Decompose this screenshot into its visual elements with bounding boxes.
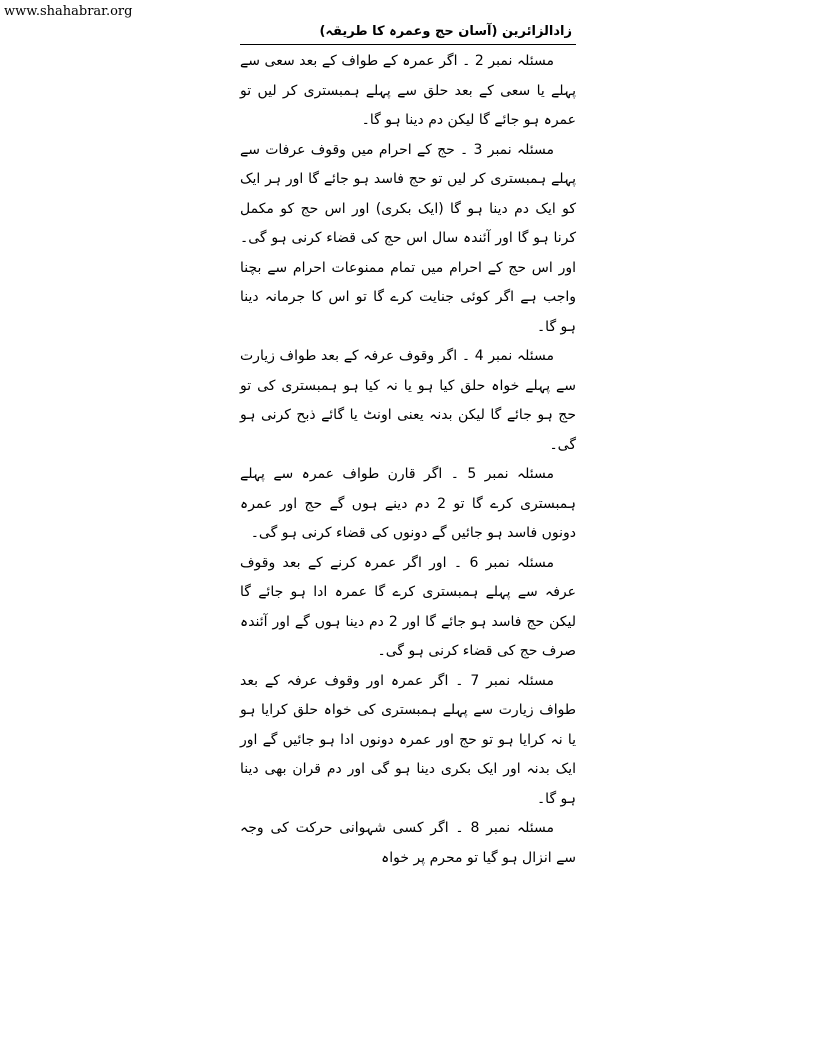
masla-text: اگر قارن طواف عمرہ سے پہلے ہمبستری کرے گا تو 2 دم دینے ہوں گے حج اور عمرہ دونوں فاسد ہو جائیں گے دونوں کی قضاء کرنی ہو گی۔ xyxy=(240,466,576,541)
masla-paragraph xyxy=(240,47,576,136)
masla-paragraph xyxy=(240,136,576,343)
masla-label: مسئلہ نمبر 5 ۔ xyxy=(450,466,555,482)
body-text xyxy=(240,47,576,873)
book-page xyxy=(240,22,576,873)
masla-paragraph xyxy=(240,342,576,460)
masla-label: مسئلہ نمبر 2 ۔ xyxy=(462,53,555,69)
masla-paragraph xyxy=(240,814,576,873)
header-rule xyxy=(240,44,576,45)
masla-label: مسئلہ نمبر 4 ۔ xyxy=(461,348,555,364)
masla-paragraph xyxy=(240,667,576,815)
masla-label: مسئلہ نمبر 7 ۔ xyxy=(455,672,555,689)
site-url: www.shahabrar.org xyxy=(4,4,133,19)
masla-text: اگر عمرہ اور وقوف عرفہ کے بعد طواف زیارت سے پہلے ہمبستری کی خواہ حلق کرایا ہو یا نہ کرایا ہو تو حج اور عمرہ دونوں ادا ہو جائیں گے اور ایک بدنہ اور ایک بکری دینا ہو گی اور دم قران بھی دینا ہو گا۔ xyxy=(240,672,576,807)
masla-label: مسئلہ نمبر 8 ۔ xyxy=(455,820,555,836)
masla-text: اگر وقوف عرفہ کے بعد طواف زیارت سے پہلے خواہ حلق کیا ہو یا نہ کیا ہو ہمبستری کی تو حج ہو جائے گا لیکن بدنہ یعنی اونٹ یا گائے ذبح کرنی ہو گی۔ xyxy=(240,348,576,453)
masla-label: مسئلہ نمبر 6 ۔ xyxy=(453,554,554,571)
masla-text: اور اگر عمرہ کرنے کے بعد وقوف عرفہ سے پہلے ہمبستری کرے گا عمرہ ادا ہو جائے گا لیکن حج فاسد ہو جائے گا اور 2 دم دینا ہوں گے اور آئندہ صرف حج کی قضاء کرنی ہو گی۔ xyxy=(240,554,576,659)
masla-paragraph xyxy=(240,549,576,667)
masla-text: اگر عمرہ کے طواف کے بعد سعی سے پہلے یا سعی کے بعد حلق سے پہلے ہمبستری کر لیں تو عمرہ ہو جائے گا لیکن دم دینا ہو گا۔ xyxy=(240,53,576,128)
masla-text: حج کے احرام میں وقوف عرفات سے پہلے ہمبستری کر لیں تو حج فاسد ہو جائے گا اور ہر ایک کو ایک دم دینا ہو گا (ایک بکری) اور اس حج کو مکمل کرنا ہو گا اور آئندہ سال اس حج کی قضاء کرنی ہو گی۔ اور اس حج کے احرام میں تمام ممنوعات احرام سے بچنا واجب ہے اگر کوئی جنایت کرے گا تو اس کا جرمانہ دینا ہو گا۔ xyxy=(240,141,576,335)
masla-text: اگر کسی شہوانی حرکت کی وجہ سے انزال ہو گیا تو محرم پر خواہ xyxy=(240,820,576,866)
masla-paragraph xyxy=(240,460,576,549)
masla-label: مسئلہ نمبر 3 ۔ xyxy=(460,141,554,158)
running-header: زادالزائرین (آسان حج وعمرہ کا طریقہ) xyxy=(319,24,572,39)
